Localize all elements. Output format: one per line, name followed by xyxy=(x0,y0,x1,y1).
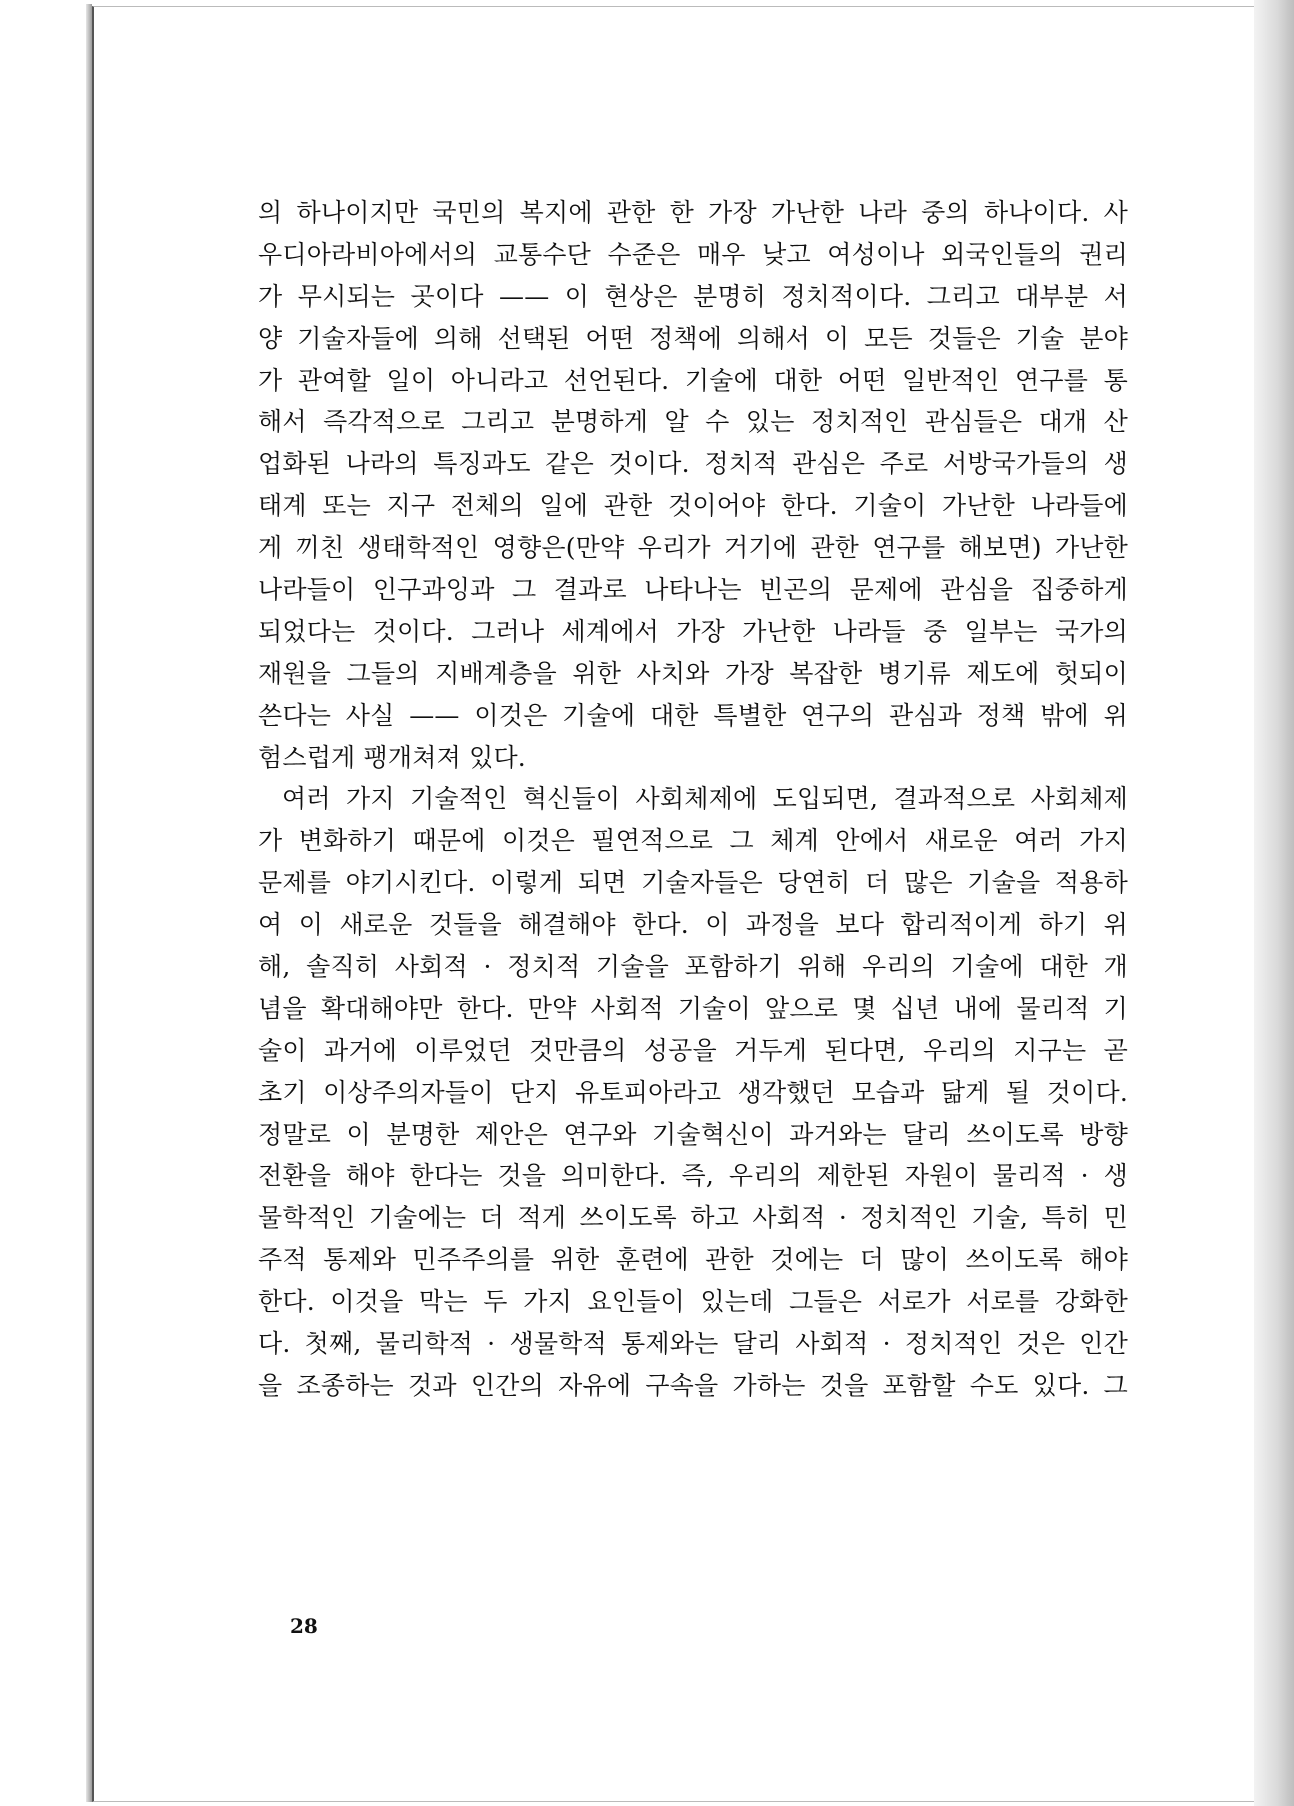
text-line: 의 하나이지만 국민의 복지에 관한 한 가장 가난한 나라 중의 하나이다. 사 xyxy=(258,198,1128,227)
text-line: 물학적인 기술에는 더 적게 쓰이도록 하고 사회적 · 정치적인 기술, 특히 민 xyxy=(258,1203,1128,1233)
text-line: 가 관여할 일이 아니라고 선언된다. 기술에 대한 어떤 일반적인 연구를 통 xyxy=(258,365,1128,395)
text-line: 나라들이 인구과잉과 그 결과로 나타나는 빈곤의 문제에 관심을 집중하게 xyxy=(258,575,1128,605)
text-line: 게 끼친 생태학적인 영향은(만약 우리가 거기에 관한 연구를 해보면) 가난한 xyxy=(258,533,1128,563)
page-right-shadow xyxy=(1254,0,1294,1806)
text-line: 여 이 새로운 것들을 해결해야 한다. 이 과정을 보다 합리적이게 하기 위 xyxy=(258,910,1128,940)
text-line: 한다. 이것을 막는 두 가지 요인들이 있는데 그들은 서로가 서로를 강화한 xyxy=(258,1287,1128,1317)
text-line: 문제를 야기시킨다. 이렇게 되면 기술자들은 당연히 더 많은 기술을 적용하 xyxy=(258,868,1128,898)
text-line: 재원을 그들의 지배계층을 위한 사치와 가장 복잡한 병기류 제도에 헛되이 xyxy=(258,658,1128,688)
text-line: 여러 가지 기술적인 혁신들이 사회체제에 도입되면, 결과적으로 사회체제 xyxy=(282,784,1128,814)
text-line: 전환을 해야 한다는 것을 의미한다. 즉, 우리의 제한된 자원이 물리적 · 생 xyxy=(258,1161,1128,1191)
text-line: 다. 첫째, 물리학적 · 생물학적 통제와는 달리 사회적 · 정치적인 것은 인간 xyxy=(258,1329,1128,1359)
body-text xyxy=(258,192,1128,1407)
text-line: 양 기술자들에 의해 선택된 어떤 정책에 의해서 이 모든 것들은 기술 분야 xyxy=(258,323,1128,353)
page-number: 28 xyxy=(290,1614,318,1638)
text-line: 험스럽게 팽개쳐져 있다. xyxy=(258,742,526,772)
text-line: 우디아라비아에서의 교통수단 수준은 매우 낮고 여성이나 외국인들의 권리 xyxy=(258,239,1128,269)
text-line: 술이 과거에 이루었던 것만큼의 성공을 거두게 된다면, 우리의 지구는 곧 xyxy=(258,1035,1128,1065)
text-line: 쓴다는 사실 —— 이것은 기술에 대한 특별한 연구의 관심과 정책 밖에 위 xyxy=(258,700,1128,730)
text-line: 정말로 이 분명한 제안은 연구와 기술혁신이 과거와는 달리 쓰이도록 방향 xyxy=(258,1119,1128,1149)
text-line: 가 무시되는 곳이다 —— 이 현상은 분명히 정치적이다. 그리고 대부분 서 xyxy=(258,281,1128,311)
text-line: 되었다는 것이다. 그러나 세계에서 가장 가난한 나라들 중 일부는 국가의 xyxy=(258,616,1128,646)
text-line: 초기 이상주의자들이 단지 유토피아라고 생각했던 모습과 닮게 될 것이다. xyxy=(258,1077,1128,1107)
text-line: 해, 솔직히 사회적 · 정치적 기술을 포함하기 위해 우리의 기술에 대한 개 xyxy=(258,952,1128,982)
text-line: 을 조종하는 것과 인간의 자유에 구속을 가하는 것을 포함할 수도 있다. 그 xyxy=(258,1370,1128,1400)
text-line: 가 변화하기 때문에 이것은 필연적으로 그 체계 안에서 새로운 여러 가지 xyxy=(258,826,1128,856)
text-line: 주적 통제와 민주주의를 위한 훈련에 관한 것에는 더 많이 쓰이도록 해야 xyxy=(258,1245,1128,1275)
text-line: 태계 또는 지구 전체의 일에 관한 것이어야 한다. 기술이 가난한 나라들에 xyxy=(258,491,1128,521)
text-line: 념을 확대해야만 한다. 만약 사회적 기술이 앞으로 몇 십년 내에 물리적 기 xyxy=(258,993,1128,1023)
text-line: 업화된 나라의 특징과도 같은 것이다. 정치적 관심은 주로 서방국가들의 생 xyxy=(258,449,1128,479)
text-line: 해서 즉각적으로 그리고 분명하게 알 수 있는 정치적인 관심들은 대개 산 xyxy=(258,407,1128,437)
